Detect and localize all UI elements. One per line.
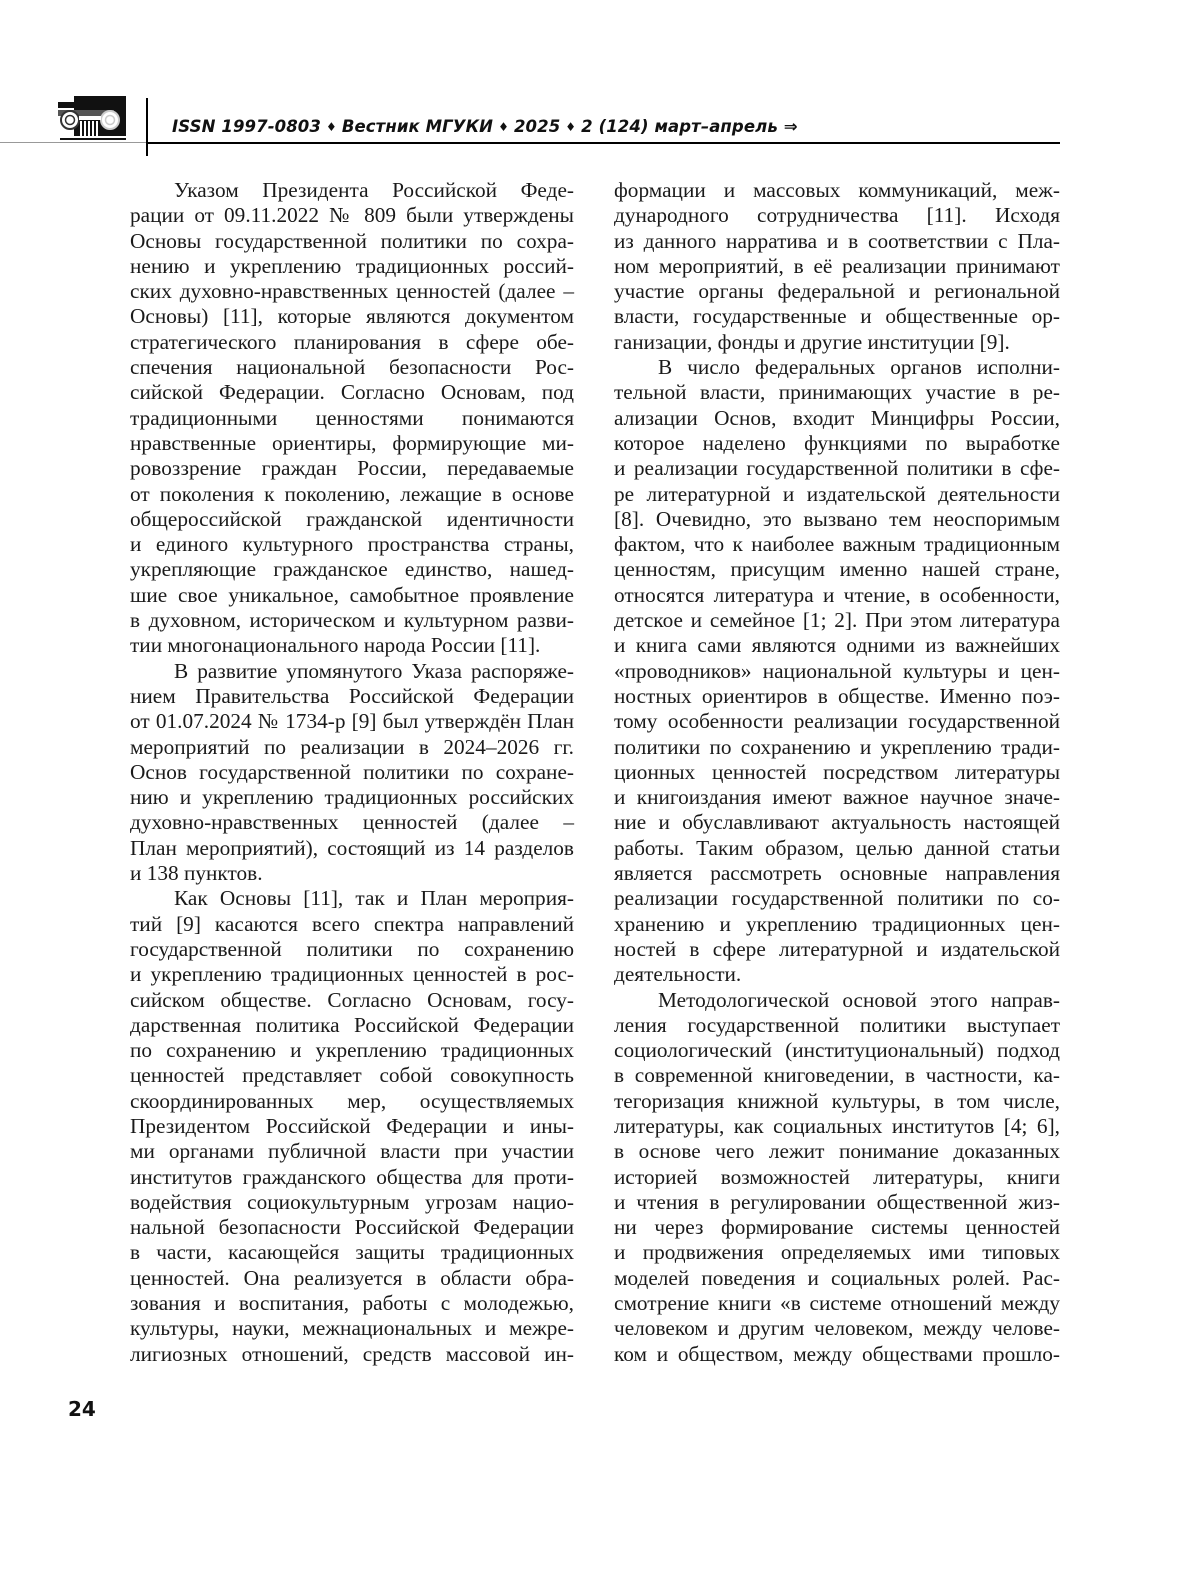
- text-line: ровоззрение граждан России, передаваемые: [130, 456, 574, 481]
- text-line: ализации Основ, входит Минцифры России,: [614, 405, 1060, 430]
- text-line: и единого культурного пространства страны,: [130, 532, 574, 557]
- text-line: участие органы федеральной и региональной: [614, 279, 1060, 304]
- text-line: скоординированных мер, осуществляемых: [130, 1088, 574, 1113]
- text-line: человеком и другим человеком, между челове-: [614, 1316, 1060, 1341]
- text-line: ре литературной и издательской деятельности: [614, 481, 1060, 506]
- text-line: ностных ориентиров в обществе. Именно поэ-: [614, 683, 1060, 708]
- text-line: в современной книговедении, в частности, ка-: [614, 1063, 1060, 1088]
- text-line: нием Правительства Российской Федерации: [130, 683, 574, 708]
- text-line: нению и укреплению традиционных россий-: [130, 253, 574, 278]
- page-number: 24: [68, 1397, 96, 1421]
- text-line: в духовном, историческом и культурном разви-: [130, 608, 574, 633]
- journal-logo: [58, 96, 128, 142]
- text-line: социологический (институциональный) подход: [614, 1038, 1060, 1063]
- header-journal: Вестник МГУКИ: [341, 117, 494, 136]
- text-line: ностей в сфере литературной и издательской: [614, 936, 1060, 961]
- text-line: Указом Президента Российской Феде-: [174, 178, 574, 202]
- text-line: лигиозных отношений, средств массовой ин-: [130, 1341, 574, 1366]
- text-line: мероприятий по реализации в 2024–2026 гг.: [130, 734, 574, 759]
- text-column-right: [614, 178, 1060, 1367]
- text-line: смотрение книги «в системе отношений между: [614, 1291, 1060, 1316]
- text-line: деятельности.: [614, 962, 742, 987]
- text-line: историей возможностей литературы, книги: [614, 1164, 1060, 1189]
- text-line: формации и массовых коммуникаций, меж-: [614, 178, 1060, 202]
- text-line: в основе чего лежит понимание доказанных: [614, 1139, 1060, 1164]
- text-line: План мероприятий), состоящий из 14 разделов: [130, 835, 574, 860]
- text-line: [8]. Очевидно, это вызвано тем неоспоримым: [614, 506, 1060, 531]
- text-line: которое наделено функциями по выработке: [614, 430, 1060, 455]
- text-line: рации от 09.11.2022 № 809 были утверждены: [130, 203, 574, 228]
- text-line: и продвижения определяемых ими типовых: [614, 1240, 1060, 1265]
- text-line: моделей поведения и социальных ролей. Рас-: [614, 1265, 1060, 1290]
- text-line: литературы, как социальных институтов [4; 6],: [614, 1113, 1060, 1138]
- running-header: [172, 117, 798, 136]
- text-line: ганизации, фонды и другие институции [9].: [614, 329, 1010, 354]
- ionic-column-capital-icon: [58, 96, 128, 142]
- text-line: ления государственной политики выступает: [614, 1012, 1060, 1037]
- text-line: Основы государственной политики по сохра-: [130, 228, 574, 253]
- text-line: водействия социокультурным угрозам нацио-: [130, 1189, 574, 1214]
- diamond-separator: ♦: [325, 120, 337, 134]
- text-line: сийском обществе. Согласно Основам, госу-: [130, 987, 574, 1012]
- text-line: зования и воспитания, работы с молодежью,: [130, 1291, 574, 1316]
- text-line: Основы) [11], которые являются документом: [130, 304, 574, 329]
- text-line: по сохранению и укреплению традиционных: [130, 1038, 574, 1063]
- text-line: общероссийской гражданской идентичности: [130, 506, 574, 531]
- text-line: укрепляющие гражданское единство, нашед-: [130, 557, 574, 582]
- text-line: в части, касающейся защиты традиционных: [130, 1240, 574, 1265]
- text-line: из данного нарратива и в соответствии с Пла-: [614, 228, 1060, 253]
- text-line: нальной безопасности Российской Федерации: [130, 1215, 574, 1240]
- text-line: дарственная политика Российской Федерации: [130, 1012, 574, 1037]
- text-line: институтов гражданского общества для проти-: [130, 1164, 574, 1189]
- text-line: ценностей. Она реализуется в области обра-: [130, 1265, 574, 1290]
- header-year: 2025: [513, 117, 561, 136]
- text-line: ком и обществом, между обществами прошло-: [614, 1341, 1060, 1366]
- text-line: и книгоиздания имеют важное научное значе-: [614, 785, 1060, 810]
- text-line: ни через формирование системы ценностей: [614, 1215, 1060, 1240]
- text-line: тому особенности реализации государственной: [614, 709, 1060, 734]
- text-line: дународного сотрудничества [11]. Исходя: [614, 203, 1060, 228]
- header-issn: ISSN 1997-0803: [172, 117, 321, 136]
- text-line: ценностям, присущим именно нашей стране,: [614, 557, 1060, 582]
- text-line: фактом, что к наиболее важным традиционным: [614, 532, 1060, 557]
- text-line: ми органами публичной власти при участии: [130, 1139, 574, 1164]
- text-line: является рассмотреть основные направления: [614, 861, 1060, 886]
- text-line: Президентом Российской Федерации и ины-: [130, 1113, 574, 1138]
- text-line: Методологической основой этого направ-: [658, 987, 1060, 1012]
- text-line: «проводников» национальной культуры и цен-: [614, 658, 1060, 683]
- header-rule-main: [146, 142, 1060, 144]
- text-line: власти, государственные и общественные ор-: [614, 304, 1060, 329]
- text-line: ние и обуславливают актуальность настоящей: [614, 810, 1060, 835]
- text-line: традиционными ценностями понимаются: [130, 405, 574, 430]
- text-line: В число федеральных органов исполни-: [658, 355, 1060, 380]
- text-line: Как Основы [11], так и План мероприя-: [174, 886, 574, 911]
- continue-arrow-icon: ⇒: [783, 117, 798, 136]
- text-line: нию и укреплению традиционных российских: [130, 785, 574, 810]
- text-line: от 01.07.2024 № 1734-р [9] был утверждён План: [130, 709, 574, 734]
- text-line: духовно-нравственных ценностей (далее –: [130, 810, 574, 835]
- text-line: ских духовно-нравственных ценностей (далее –: [130, 279, 574, 304]
- text-line: ном мероприятий, в её реализации принимают: [614, 253, 1060, 278]
- diamond-separator: ♦: [498, 120, 509, 134]
- text-line: В развитие упомянутого Указа распоряже-: [174, 658, 574, 683]
- text-line: и укреплению традиционных ценностей в рос-: [130, 962, 574, 987]
- header-rule-left: [0, 142, 146, 143]
- text-line: и 138 пунктов.: [130, 861, 263, 886]
- text-line: тий [9] касаются всего спектра направлений: [130, 911, 574, 936]
- text-line: государственной политики по сохранению: [130, 936, 574, 961]
- text-line: нравственные ориентиры, формирующие ми-: [130, 430, 574, 455]
- text-line: и чтения в регулировании общественной жиз-: [614, 1189, 1060, 1214]
- text-line: относятся литература и чтение, в особенности,: [614, 582, 1060, 607]
- text-line: работы. Таким образом, целью данной статьи: [614, 835, 1060, 860]
- text-column-left: [130, 178, 574, 1367]
- text-line: от поколения к поколению, лежащие в основе: [130, 481, 574, 506]
- text-line: стратегического планирования в сфере обе-: [130, 329, 574, 354]
- text-line: Основ государственной политики по сохране-: [130, 759, 574, 784]
- text-line: реализации государственной политики по со-: [614, 886, 1060, 911]
- text-line: хранению и укреплению традиционных цен-: [614, 911, 1060, 936]
- text-line: ционных ценностей посредством литературы: [614, 759, 1060, 784]
- text-line: тельной власти, принимающих участие в ре-: [614, 380, 1060, 405]
- diamond-separator: ♦: [565, 120, 577, 134]
- text-line: политики по сохранению и укреплению тради-: [614, 734, 1060, 759]
- text-line: спечения национальной безопасности Рос-: [130, 355, 574, 380]
- text-line: ценностей представляет собой совокупность: [130, 1063, 574, 1088]
- text-line: тии многонационального народа России [11].: [130, 633, 541, 658]
- text-line: шие свое уникальное, самобытное проявление: [130, 582, 574, 607]
- text-line: и реализации государственной политики в сфе-: [614, 456, 1060, 481]
- text-line: сийской Федерации. Согласно Основам, под: [130, 380, 574, 405]
- text-line: культуры, науки, межнациональных и межре-: [130, 1316, 574, 1341]
- text-line: и книга сами являются одними из важнейших: [614, 633, 1060, 658]
- text-line: детское и семейное [1; 2]. При этом литература: [614, 608, 1060, 633]
- text-line: тегоризация книжной культуры, в том числе,: [614, 1088, 1060, 1113]
- header-rule-vertical: [146, 98, 148, 156]
- header-issue: 2 (124) март–апрель: [581, 117, 778, 136]
